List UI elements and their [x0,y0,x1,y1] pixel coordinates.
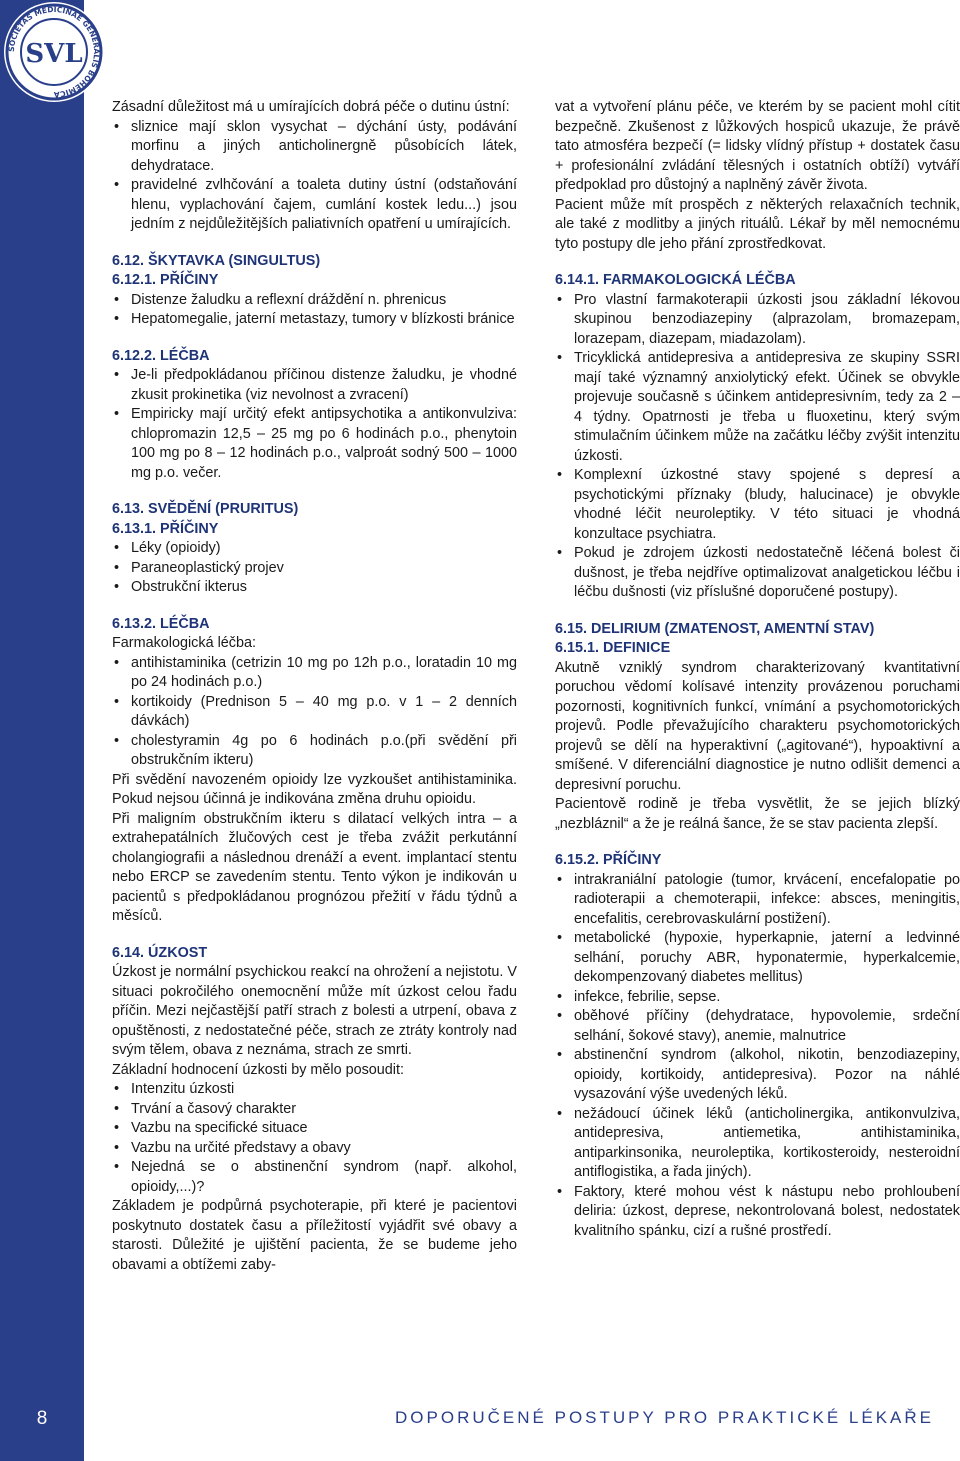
list-item: • kortikoidy (Prednison 5 – 40 mg p.o. v 1 – 2 denních dávkách) [112,693,517,732]
list-item: • Je-li předpokládanou příčinou distenze žaludku, je vhodné zkusit prokinetika (viz nevolnost a zvracení) [112,366,517,405]
list-item: • Paraneoplastický projev [112,559,517,579]
subsection-heading: 6.13.1. PŘÍČINY [112,520,219,537]
hiccup-treatment-list [112,366,517,483]
anxiety-pharma-list [555,291,960,603]
list-item: • Vazbu na specifické situace [112,1119,517,1139]
pruritus-causes-list [112,539,517,598]
list-item: • Nejedná se o abstinenční syndrom (např. alkohol, opioidy,...)? [112,1158,517,1197]
list-item: • pravidelné zvlhčování a toaleta dutiny ústní (odstaňování hlenu, vyplachování čajem, cumlání kostek ledu...) jsou jedním z nejdůležitějších paliativních opatření u umírajících. [112,176,517,235]
section-heading: 6.15. DELIRIUM (ZMATENOST, AMENTNÍ STAV) [555,620,875,637]
subsection-heading: 6.12.2. LÉČBA [112,347,210,364]
list-item: • Faktory, které mohou vést k nástupu nebo prohloubení deliria: úzkost, deprese, nekontrolovaná bolest, nedostatek kvalitního spánku, cizí a rušné prostředí. [555,1183,960,1242]
subsection-heading: 6.12.1. PŘÍČINY [112,272,219,288]
subsection-heading: 6.14.1. FARMAKOLOGICKÁ LÉČBA [555,272,796,288]
section-heading: 6.13. SVĚDĚNÍ (PRURITUS) [112,501,299,517]
subsection-heading: 6.15.2. PŘÍČINY [555,852,662,868]
list-item: • metabolické (hypoxie, hyperkapnie, jaterní a ledvinné selhání, poruchy ABR, hyponatermie, hyperkalcemie, dekompenzovaný diabetes mellitus) [555,929,960,988]
list-item: • Distenze žaludku a reflexní dráždění n. phrenicus [112,291,517,311]
hiccup-causes-list [112,291,517,330]
svg-text:SOCIETAS MEDICINAE GENERALIS B: SOCIETAS MEDICINAE GENERALIS BOHEMICA [6,4,102,100]
assessment-intro: Základní hodnocení úzkosti by mělo posoudit: [112,1061,404,1078]
list-item: • Intenzitu úzkosti [112,1080,517,1100]
ikterus-paragraph: Při maligním obstrukčním ikteru s dilatací velkých intra – a extrahepatálních žlučových cest je třeba zvážit perkutánní cholangiografii a následnou drenáží a event. implantací stentu nebo ERCP se zavedením stentu. Tento výkon je indikován u pacientů s předpokládanou prognózou přežití v řádu týdnů a měsíců. [112,810,517,924]
pruritus-treatment-list [112,654,517,771]
left-column [112,98,517,1275]
list-item: • cholestyramin 4g po 6 hodinách p.o.(při svědění při obstrukčním ikteru) [112,732,517,771]
list-item: • intrakraniální patologie (tumor, krvácení, encefalopatie po radioterapii a chemoterapii, infekce: absces, meningitis, encefalitis, cerebrovaskulární postižení). [555,871,960,930]
right-column [555,98,960,1241]
sidebar-band [0,0,102,1461]
continuation-paragraph: vat a vytvoření plánu péče, ve kterém by se pacient mohl cítit bezpečně. Zkušenost z lůžkových hospiců ukazuje, že právě tato atmosféra bezpečí (= lidsky vlídný přístup + dostatek času + profesionální zvládání tělesných i ostatních obtíží) vytváří předpoklad pro důstojný a naplněný závěr života. [555,99,960,193]
list-item: • sliznice mají sklon vysychat – dýchání ústy, podávání morfinu a jiných anticholinergně působících látek, dehydratace. [112,118,517,177]
page-number: 8 [36,1408,48,1429]
psychotherapy-paragraph: Základem je podpůrná psychoterapie, při které je pacientovi poskytnuto dostatek času a příležitostí vyjádřit své obavy a starosti. Důležité je ujištění pacienta, že se budeme jeho obavami a obtížemi zaby- [112,1198,517,1273]
list-item: • infekce, febrilie, sepse. [555,988,960,1008]
society-seal-icon [4,2,104,102]
list-item: • Pokud je zdrojem úzkosti nedostatečně léčená bolest či dušnost, je třeba nejdříve optimalizovat analgetickou léčbu i léčbu dušnosti (viz příslušné doporučené postupy). [555,544,960,603]
subsection-heading: 6.13.2. LÉČBA [112,615,210,632]
svg-text:SVL: SVL [25,39,83,69]
list-item: • oběhové příčiny (dehydratace, hypovolemie, srdeční selhání, šokové stavy), anemie, malnutrice [555,1007,960,1046]
assessment-list [112,1080,517,1197]
list-item: • Pro vlastní farmakoterapii úzkosti jsou základní lékovou skupinou benzodiazepiny (alprazolam, bromazepam, lorazepam, diazepam, miadazolam). [555,291,960,350]
opioid-paragraph: Při svědění navozeném opioidy lze vyzkoušet antihistaminika. Pokud nejsou účinná je indikována změna druhu opioidu. [112,771,517,807]
section-heading: 6.12. ŠKYTAVKA (SINGULTUS) [112,252,321,269]
society-logo [4,2,104,102]
relaxation-paragraph: Pacient může mít prospěch z některých relaxačních technik, ale také z modlitby a jiných rituálů. Lékař by měl nemocnému tyto postupy dle jeho přání zprostředkovat. [555,196,960,252]
list-item: • abstinenční syndrom (alkohol, nikotin, benzodiazepiny, opioidy, kortikoidy, antidepresiva). Pozor na náhlé vysazování výše uvedených léků. [555,1046,960,1105]
list-item: • Léky (opioidy) [112,539,517,559]
family-paragraph: Pacientově rodině je třeba vysvětlit, že se jejich blízký „nezbláznil“ a že je reálná šance, že se stav pacienta zlepší. [555,796,960,832]
list-item: • Komplexní úzkostné stavy spojené s depresí a psychotickými příznaky (bludy, halucinace) je obvykle vhodné léčit neuroleptiky. V této situaci je vhodná konzultace psychiatra. [555,466,960,544]
list-item: • Vazbu na určité představy a obavy [112,1139,517,1159]
definition-paragraph: Akutně vzniklý syndrom charakterizovaný kvantitativní poruchou vědomí kolísavé intenzity provázenou poruchami pozornosti, kognitivních funkcí, vnímání a psychomotorických projevů. Podle převažujícího charakteru psychomotorických projevů se dělí na hyperaktivní („agitované“), hypoaktivní a smíšené. V diferenciální diagnostice je nutno odlišit demenci a depresivní poruchu. [555,659,960,793]
list-item: • Trvání a časový charakter [112,1100,517,1120]
list-item: • Obstrukční ikterus [112,578,517,598]
footer-title: DOPORUČENÉ POSTUPY PRO PRAKTICKÉ LÉKAŘE [395,1408,934,1427]
pharma-label: Farmakologická léčba: [112,635,256,651]
subsection-heading: 6.15.1. DEFINICE [555,640,671,656]
list-item: • Tricyklická antidepresiva a antidepresiva ze skupiny SSRI mají také významný anxiolytický efekt. Účinek se obvykle projevuje současně s účinkem antidepresivním, tedy za 2 – 4 týdny. Opatrnosti je třeba u fluoxetinu, který svým stimulačním účinkem může na začátku léčby zvýšit intenzitu úzkosti. [555,349,960,466]
delirium-causes-list [555,871,960,1242]
list-item: • antihistaminika (cetrizin 10 mg po 12h p.o., loratadin 10 mg po 24 hodinách p.o.) [112,654,517,693]
list-item: • Empiricky mají určitý efekt antipsychotika a antikonvulziva: chlopromazin 12,5 – 25 mg po 6 hodinách p.o., phenytoin 100 mg po 8 – 12 hodinách p.o., valproát sodný 500 – 1000 mg p.o. večer. [112,405,517,483]
section-heading: 6.14. ÚZKOST [112,944,208,961]
list-item: • nežádoucí účinek léků (anticholinergika, antikonvulziva, antidepresiva, antiemetika, antihistaminika, antiparkinsonika, neuroleptika, kortikosteroidy, nesteroidní antiflogistika, a řada jiných). [555,1105,960,1183]
intro-paragraph: Zásadní důležitost má u umírajících dobrá péče o dutinu ústní: [112,99,510,115]
list-item: • Hepatomegalie, jaterní metastazy, tumory v blízkosti bránice [112,310,517,330]
mouth-care-list [112,118,517,235]
anxiety-paragraph: Úzkost je normální psychickou reakcí na ohrožení a nejistotu. V situaci pokročilého onemocnění může mít úzkost celou řadu příčin. Mezi nejčastější patří strach z bolesti a utrpení, obava z opuštěnosti, z nedostatečné péče, strach ze ztráty kontroly nad svým tělem, obava z neznáma, strach ze smrti. [112,964,517,1058]
